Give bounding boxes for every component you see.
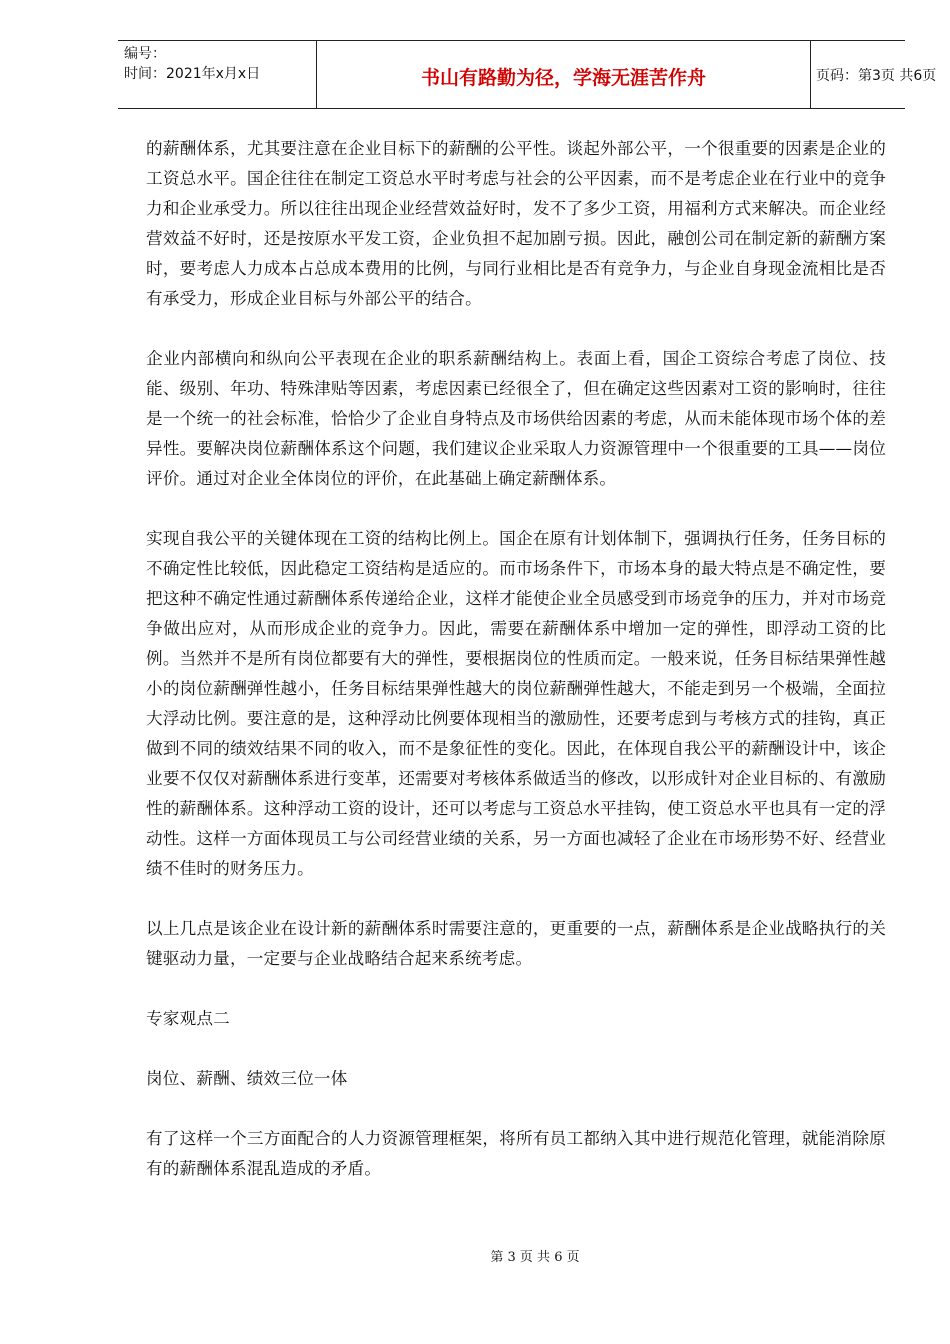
body-paragraph-3: 实现自我公平的关键体现在工资的结构比例上。国企在原有计划体制下，强调执行任务，任务目标的不确定性比较低，因此稳定工资结构是适应的。而市场条件下，市场本身的最大特点是不确定性，要把这种不确定性通过薪酬体系传递给企业，这样才能使企业全员感受到市场竞争的压力，并对市场竞争做出应对，从而形成企业的竞争力。因此，需要在薪酬体系中增加一定的弹性，即浮动工资的比例。当然并不是所有岗位都要有大的弹性，要根据岗位的性质而定。一般来说，任务目标结果弹性越小的岗位薪酬弹性越小，任务目标结果弹性越大的岗位薪酬弹性越大，不能走到另一个极端，全面拉大浮动比例。要注意的是，这种浮动比例要体现相当的激励性，还要考虑到与考核方式的挂钩，真正做到不同的绩效结果不同的收入，而不是象征性的变化。因此，在体现自我公平的薪酬设计中，该企业要不仅仅对薪酬体系进行变革，还需要对考核体系做适当的修改，以形成针对企业目标的、有激励性的薪酬体系。这种浮动工资的设计，还可以考虑与工资总水平挂钩，使工资总水平也具有一定的浮动性。这样一方面体现员工与公司经营业绩的关系，另一方面也减轻了企业在市场形势不好、经营业绩不佳时的财务压力。 [146,529,886,878]
page-footer: 第 3 页 共 6 页 [490,1250,580,1265]
header-motto-cell [316,41,811,108]
header-page-cell [810,41,937,108]
header-motto: 书山有路勤为径，学海无涯苦作舟 [420,67,706,89]
document-number-label: 编号： [124,46,166,62]
body-paragraph-5: 有了这样一个三方面配合的人力资源管理框架，将所有员工都纳入其中进行规范化管理，就能消除原有的薪酬体系混乱造成的矛盾。 [146,1129,886,1178]
section-heading-expert-view: 专家观点二 [146,1009,230,1028]
body-paragraph-2: 企业内部横向和纵向公平表现在企业的职系薪酬结构上。表面上看，国企工资综合考虑了岗位、技能、级别、年功、特殊津贴等因素，考虑因素已经很全了，但在确定这些因素对工资的影响时，往往是一个统一的社会标准，恰恰少了企业自身特点及市场供给因素的考虑，从而未能体现市场个体的差异性。要解决岗位薪酬体系这个问题，我们建议企业采取人力资源管理中一个很重要的工具——岗位评价。通过对企业全体岗位的评价，在此基础上确定薪酬体系。 [146,349,886,488]
document-body [146,134,886,1214]
section-subheading: 岗位、薪酬、绩效三位一体 [146,1069,348,1088]
header-page-code: 页码：第3页 共6页 [816,68,937,84]
body-paragraph-4: 以上几点是该企业在设计新的薪酬体系时需要注意的，更重要的一点，薪酬体系是企业战略执行的关键驱动力量，一定要与企业战略结合起来系统考虑。 [146,919,886,968]
header-meta-cell [118,41,316,108]
body-paragraph-1: 的薪酬体系，尤其要注意在企业目标下的薪酬的公平性。谈起外部公平，一个很重要的因素是企业的工资总水平。国企往往在制定工资总水平时考虑与社会的公平因素，而不是考虑企业在行业中的竞争力和企业承受力。所以往往出现企业经营效益好时，发不了多少工资，用福利方式来解决。而企业经营效益不好时，还是按原水平发工资，企业负担不起加剧亏损。因此，融创公司在制定新的薪酬方案时，要考虑人力成本占总成本费用的比例，与同行业相比是否有竞争力，与企业自身现金流相比是否有承受力，形成企业目标与外部公平的结合。 [146,139,886,308]
document-time-label: 时间：2021年x月x日 [124,66,261,82]
page-header [118,40,937,109]
